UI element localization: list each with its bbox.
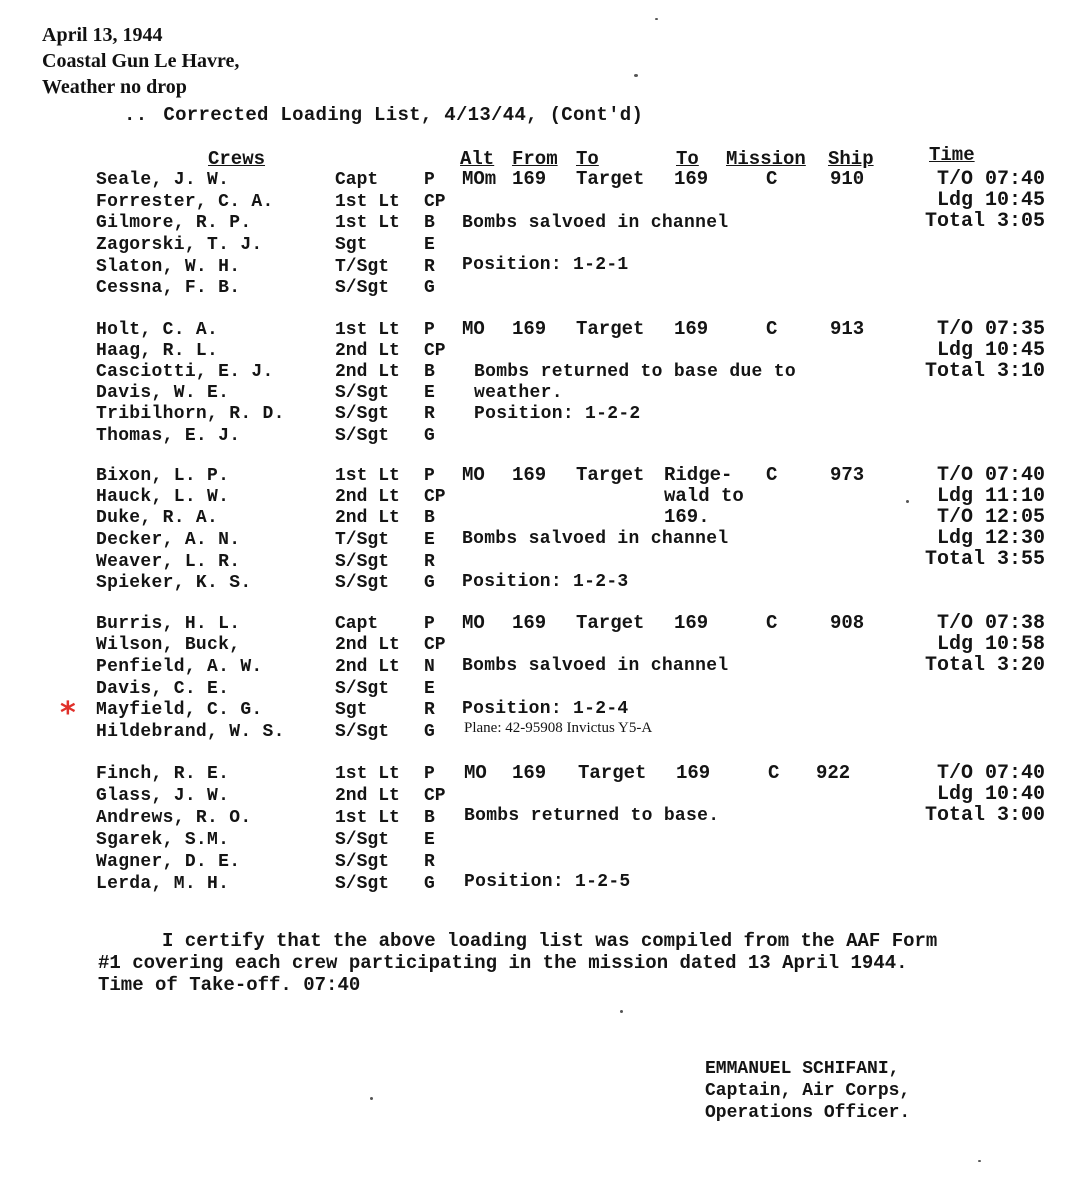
crew-rank: S/Sgt <box>335 679 390 699</box>
crew-name: Seale, J. W. <box>96 170 230 190</box>
crew-name: Casciotti, E. J. <box>96 362 274 382</box>
crew-block <box>0 466 1069 606</box>
signature-title: Operations Officer. <box>705 1103 911 1123</box>
time-total: Total 3:05 <box>924 210 1045 233</box>
crew-rank: 2nd Lt <box>335 508 400 528</box>
mission-letter: C <box>768 762 780 784</box>
crew-rank: 2nd Lt <box>335 487 400 507</box>
crew-position: G <box>424 722 435 742</box>
crew-position: E <box>424 830 435 850</box>
title-dots: .. <box>124 104 148 126</box>
mission-letter: C <box>766 168 778 190</box>
time-landing: Ldg 11:10 <box>936 485 1045 508</box>
crew-position: R <box>424 404 435 424</box>
crew-position: CP <box>424 192 446 212</box>
mission-from: 169 <box>512 318 547 340</box>
mission-alt: MO <box>462 318 485 340</box>
crew-position: N <box>424 657 435 677</box>
crew-name: Forrester, C. A. <box>96 192 274 212</box>
crew-position: G <box>424 573 435 593</box>
crew-position: E <box>424 235 435 255</box>
crew-position: B <box>424 508 435 528</box>
crew-rank: T/Sgt <box>335 530 390 550</box>
crew-position: E <box>424 679 435 699</box>
crew-rank: 2nd Lt <box>335 786 400 806</box>
crew-position: P <box>424 466 435 486</box>
crew-name: Wilson, Buck, <box>96 635 241 655</box>
time-landing-2: Ldg 12:30 <box>936 527 1045 550</box>
handwritten-header-note <box>42 22 239 100</box>
mission-ship: 973 <box>830 464 865 486</box>
mission-letter: C <box>766 464 778 486</box>
crew-name: Tribilhorn, R. D. <box>96 404 285 424</box>
certification-line-3: Time of Take-off. 07:40 <box>98 974 361 996</box>
mission-note: Bombs returned to base due to <box>474 362 796 382</box>
crew-name: Gilmore, R. P. <box>96 213 252 233</box>
crew-position: P <box>424 764 435 784</box>
crew-name: Davis, C. E. <box>96 679 230 699</box>
time-landing: Ldg 10:45 <box>936 189 1045 212</box>
crew-rank: 2nd Lt <box>335 635 400 655</box>
time-takeoff-2: T/O 12:05 <box>936 506 1045 529</box>
crew-name: Cessna, F. B. <box>96 278 241 298</box>
crew-rank: 1st Lt <box>335 808 400 828</box>
crew-rank: S/Sgt <box>335 404 390 424</box>
mission-ship: 908 <box>830 612 865 634</box>
crew-position: CP <box>424 786 446 806</box>
crew-position: R <box>424 852 435 872</box>
crew-row <box>0 192 1069 214</box>
mission-to-2: 169 <box>674 318 709 340</box>
header-date: April 13, 1944 <box>42 24 163 46</box>
mission-to: Target <box>578 762 647 784</box>
mission-from: 169 <box>512 168 547 190</box>
crew-rank: Sgt <box>335 700 368 720</box>
crew-rank: S/Sgt <box>335 383 390 403</box>
mission-note-cont: weather. <box>474 383 563 403</box>
crew-rank: S/Sgt <box>335 278 390 298</box>
crew-block <box>0 320 1069 460</box>
mission-position: Position: 1-2-5 <box>464 872 631 892</box>
crew-rank: S/Sgt <box>335 426 390 446</box>
crew-name: Glass, J. W. <box>96 786 230 806</box>
crew-row <box>0 508 1069 530</box>
crew-name: Thomas, E. J. <box>96 426 241 446</box>
time-total: Total 3:00 <box>924 804 1045 827</box>
crew-rank: S/Sgt <box>335 830 390 850</box>
crew-name: Hildebrand, W. S. <box>96 722 285 742</box>
time-total: Total 3:20 <box>924 654 1045 677</box>
crew-position: B <box>424 362 435 382</box>
mission-note: Bombs salvoed in channel <box>462 213 729 233</box>
scan-speck <box>370 1097 373 1100</box>
crew-row <box>0 487 1069 509</box>
certification-statement <box>98 930 1038 996</box>
crew-name: Spieker, K. S. <box>96 573 252 593</box>
crew-position: P <box>424 320 435 340</box>
mission-note: Bombs returned to base. <box>464 806 720 826</box>
crew-position: G <box>424 874 435 894</box>
mission-alt: MO <box>464 762 487 784</box>
crew-rank: Sgt <box>335 235 368 255</box>
mission-to: Target <box>576 168 645 190</box>
mission-to: Target <box>576 464 645 486</box>
crew-name: Burris, H. L. <box>96 614 241 634</box>
crew-position: R <box>424 552 435 572</box>
crew-row <box>0 635 1069 657</box>
mission-alt: MO <box>462 464 485 486</box>
mission-to: Target <box>576 318 645 340</box>
time-takeoff: T/O 07:40 <box>936 464 1045 487</box>
mission-to: Target <box>576 612 645 634</box>
crew-rank: 1st Lt <box>335 320 400 340</box>
mission-position: Position: 1-2-4 <box>462 699 629 719</box>
header-to-2: To <box>676 148 699 170</box>
crew-rank: S/Sgt <box>335 852 390 872</box>
crew-rank: 2nd Lt <box>335 657 400 677</box>
crew-rank: Capt <box>335 170 379 190</box>
header-time: Time <box>929 144 975 166</box>
crew-name: Weaver, L. R. <box>96 552 241 572</box>
mission-note: Bombs salvoed in channel <box>462 529 729 549</box>
red-asterisk-mark: * <box>60 696 76 731</box>
header-target: Coastal Gun Le Havre, <box>42 50 240 72</box>
signature-rank: Captain, Air Corps, <box>705 1081 911 1101</box>
crew-name: Holt, C. A. <box>96 320 219 340</box>
header-from: From <box>512 148 558 170</box>
crew-row <box>0 426 1069 448</box>
signature-block <box>705 1058 910 1124</box>
mission-to-2: 169 <box>674 168 709 190</box>
crew-row <box>0 278 1069 300</box>
crew-row <box>0 552 1069 574</box>
crew-position: R <box>424 257 435 277</box>
mission-from: 169 <box>512 762 547 784</box>
mission-from: 169 <box>512 464 547 486</box>
crew-block <box>0 170 1069 310</box>
crew-name: Hauck, L. W. <box>96 487 230 507</box>
crew-position: CP <box>424 635 446 655</box>
mission-position: Position: 1-2-1 <box>462 255 629 275</box>
crew-rank: Capt <box>335 614 379 634</box>
crew-position: P <box>424 170 435 190</box>
certification-line-2: #1 covering each crew participating in the mission dated 13 April 1944. <box>98 952 908 974</box>
crew-rank: 1st Lt <box>335 192 400 212</box>
crew-name: Decker, A. N. <box>96 530 241 550</box>
crew-name: Lerda, M. H. <box>96 874 230 894</box>
time-landing: Ldg 10:58 <box>936 633 1045 656</box>
crew-row <box>0 852 1069 874</box>
crew-row <box>0 786 1069 808</box>
mission-to-2: 169 <box>674 612 709 634</box>
crew-rank: S/Sgt <box>335 573 390 593</box>
crew-position: G <box>424 278 435 298</box>
crew-position: G <box>424 426 435 446</box>
mission-alt: MOm <box>462 168 497 190</box>
crew-name: Wagner, D. E. <box>96 852 241 872</box>
crew-rank: 2nd Lt <box>335 362 400 382</box>
crew-name: Mayfield, C. G. <box>96 700 263 720</box>
crew-position: CP <box>424 487 446 507</box>
crew-rank: T/Sgt <box>335 257 390 277</box>
crew-position: E <box>424 383 435 403</box>
time-landing: Ldg 10:45 <box>936 339 1045 362</box>
scan-speck <box>906 500 909 503</box>
crew-position: P <box>424 614 435 634</box>
mission-letter: C <box>766 612 778 634</box>
time-landing: Ldg 10:40 <box>936 783 1045 806</box>
certification-line-1: I certify that the above loading list was compiled from the AAF Form <box>162 930 938 952</box>
crew-rank: S/Sgt <box>335 722 390 742</box>
time-takeoff: T/O 07:40 <box>936 168 1045 191</box>
header-alt: Alt <box>460 148 495 170</box>
crew-rank: 1st Lt <box>335 213 400 233</box>
header-mission: Mission <box>726 148 806 170</box>
header-ship: Ship <box>828 148 874 170</box>
mission-position: Position: 1-2-2 <box>474 404 641 424</box>
header-crews: Crews <box>208 148 266 170</box>
crew-rank: 1st Lt <box>335 764 400 784</box>
crew-block <box>0 764 1069 904</box>
scan-speck <box>978 1160 981 1162</box>
crew-rank: S/Sgt <box>335 874 390 894</box>
crew-name: Finch, R. E. <box>96 764 230 784</box>
mission-ship: 913 <box>830 318 865 340</box>
mission-letter: C <box>766 318 778 340</box>
crew-name: Duke, R. A. <box>96 508 219 528</box>
time-takeoff: T/O 07:35 <box>936 318 1045 341</box>
scan-speck <box>655 18 658 20</box>
mission-to-2: Ridge- <box>664 464 733 486</box>
time-total: Total 3:10 <box>924 360 1045 383</box>
crew-position: E <box>424 530 435 550</box>
time-total: Total 3:55 <box>924 548 1045 571</box>
signature-name: EMMANUEL SCHIFANI, <box>705 1059 900 1079</box>
scan-speck <box>634 74 638 77</box>
time-takeoff: T/O 07:40 <box>936 762 1045 785</box>
crew-name: Bixon, L. P. <box>96 466 230 486</box>
crew-rank: S/Sgt <box>335 552 390 572</box>
title-text: Corrected Loading List, 4/13/44, (Cont'd) <box>163 104 644 126</box>
mission-to-2-end: 169. <box>664 506 710 528</box>
crew-row <box>0 830 1069 852</box>
crew-name: Sgarek, S.M. <box>96 830 230 850</box>
crew-name: Haag, R. L. <box>96 341 219 361</box>
crew-name: Davis, W. E. <box>96 383 230 403</box>
mission-from: 169 <box>512 612 547 634</box>
header-to: To <box>576 148 599 170</box>
crew-name: Zagorski, T. J. <box>96 235 263 255</box>
mission-ship: 910 <box>830 168 865 190</box>
crew-rank: 1st Lt <box>335 466 400 486</box>
crew-name: Andrews, R. O. <box>96 808 252 828</box>
crew-name: Penfield, A. W. <box>96 657 263 677</box>
time-takeoff: T/O 07:38 <box>936 612 1045 635</box>
mission-note: Bombs salvoed in channel <box>462 656 729 676</box>
mission-alt: MO <box>462 612 485 634</box>
crew-position: B <box>424 808 435 828</box>
mission-position: Position: 1-2-3 <box>462 572 629 592</box>
mission-to-2: 169 <box>676 762 711 784</box>
crew-position: R <box>424 700 435 720</box>
crew-position: CP <box>424 341 446 361</box>
crew-position: B <box>424 213 435 233</box>
document-title <box>124 104 643 126</box>
plane-note: Plane: 42-95908 Invictus Y5-A <box>464 720 653 736</box>
mission-to-2-cont: wald to <box>664 485 744 507</box>
header-weather: Weather no drop <box>42 76 187 98</box>
mission-ship: 922 <box>816 762 851 784</box>
crew-name: Slaton, W. H. <box>96 257 241 277</box>
crew-row <box>0 235 1069 257</box>
scan-speck <box>620 1010 623 1013</box>
crew-row <box>0 341 1069 363</box>
crew-row <box>0 679 1069 701</box>
crew-rank: 2nd Lt <box>335 341 400 361</box>
